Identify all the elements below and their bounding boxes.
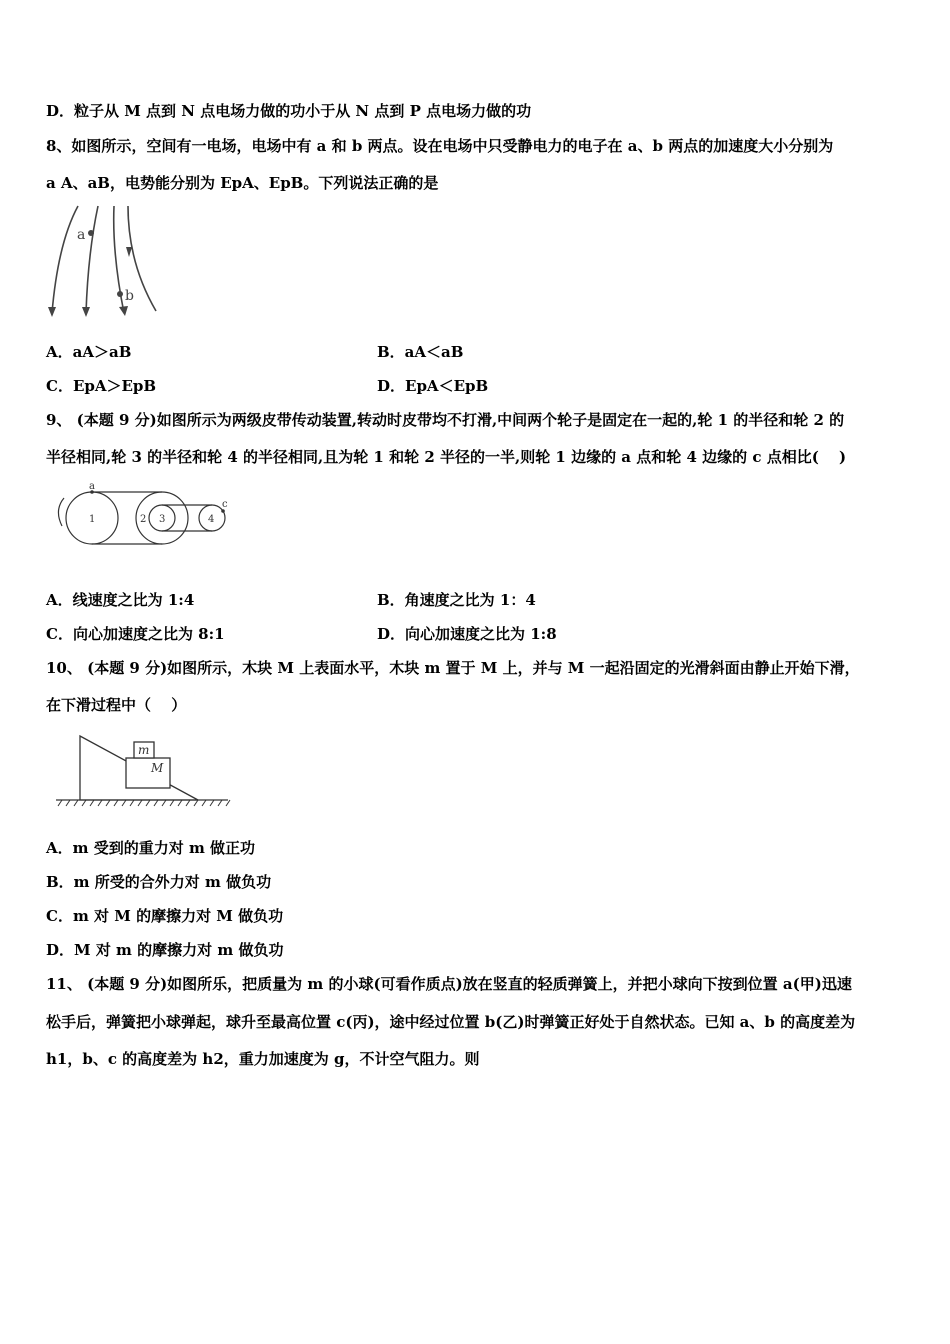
q9-stem-line1: 9、 (本题 9 分)如图所示为两级皮带传动装置,转动时皮带均不打滑,中间两个轮子是固定在一起的,轮 1 的半径和轮 2 的 xyxy=(46,411,845,429)
q7-option-d: D．粒子从 M 点到 N 点电场力做的功小于从 N 点到 P 点电场力做的功 xyxy=(46,102,532,120)
label-m: m xyxy=(138,743,150,757)
q8-stem-line1: 8、如图所示，空间有一电场，电场中有 a 和 b 两点。设在电场中只受静电力的电子在 a、b 两点的加速度大小分别为 xyxy=(46,137,834,155)
point-b-dot xyxy=(117,291,123,297)
q10-stem-line1: 10、 (本题 9 分)如图所示，木块 M 上表面水平，木块 m 置于 M 上，并与 M 一起沿固定的光滑斜面由静止开始下滑， xyxy=(46,659,860,677)
q8-option-c[interactable]: C．EpA＞EpB xyxy=(46,377,157,395)
arrow-3 xyxy=(119,306,128,316)
field-line-2 xyxy=(86,206,98,313)
arrow-2 xyxy=(82,307,90,317)
q10-incline-figure xyxy=(54,732,234,808)
q8-option-d[interactable]: D．EpA＜EpB xyxy=(377,377,489,395)
q9-stem-line2: 半径相同,轮 3 的半径和轮 4 的半径相同,且为轮 1 和轮 2 半径的一半,则轮 1 边缘的 a 点和轮 4 边缘的 c 点相比( ) xyxy=(46,448,847,466)
q9-option-a[interactable]: A．线速度之比为 1:4 xyxy=(46,591,195,609)
block-M xyxy=(126,758,170,788)
point-b-label: b xyxy=(125,288,134,304)
rotation-arrow xyxy=(58,498,64,526)
label-3: 3 xyxy=(159,514,166,525)
q9-option-c[interactable]: C．向心加速度之比为 8:1 xyxy=(46,625,225,643)
label-a: a xyxy=(89,481,95,492)
q11-stem-line2: 松手后，弹簧把小球弹起，球升至最高位置 c(丙)，途中经过位置 b(乙)时弹簧正好处于自然状态。已知 a、b 的高度差为 xyxy=(46,1013,856,1031)
q8-stem-line2: a A、aB，电势能分别为 EpA、EpB。下列说法正确的是 xyxy=(46,174,439,192)
q10-option-a[interactable]: A．m 受到的重力对 m 做正功 xyxy=(46,839,256,857)
label-4: 4 xyxy=(208,514,215,525)
label-2: 2 xyxy=(140,514,147,525)
q9-belt-drive-figure xyxy=(52,480,242,552)
q8-field-lines-figure xyxy=(44,203,164,318)
q10-option-b[interactable]: B．m 所受的合外力对 m 做负功 xyxy=(46,873,272,891)
q8-option-b[interactable]: B．aA＜aB xyxy=(377,343,464,361)
label-M: M xyxy=(151,761,164,775)
q10-option-d[interactable]: D．M 对 m 的摩擦力对 m 做负功 xyxy=(46,941,284,959)
point-a-dot xyxy=(88,230,94,236)
label-1: 1 xyxy=(89,514,96,525)
q11-stem-line1: 11、 (本题 9 分)如图所乐，把质量为 m 的小球(可看作质点)放在竖直的轻质弹簧上，并把小球向下按到位置 a(甲)迅速 xyxy=(46,975,852,993)
q9-option-b[interactable]: B．角速度之比为 1：4 xyxy=(377,591,536,609)
q10-option-c[interactable]: C．m 对 M 的摩擦力对 M 做负功 xyxy=(46,907,284,925)
field-line-1 xyxy=(52,206,78,313)
q11-stem-line3: h1，b、c 的高度差为 h2，重力加速度为 g，不计空气阻力。则 xyxy=(46,1050,480,1068)
label-c: c xyxy=(222,499,228,510)
q8-option-a[interactable]: A．aA＞aB xyxy=(46,343,132,361)
q10-stem-line2: 在下滑过程中（ ） xyxy=(46,696,187,714)
field-line-3 xyxy=(114,206,124,313)
q9-option-d[interactable]: D．向心加速度之比为 1:8 xyxy=(377,625,557,643)
point-a-label: a xyxy=(77,227,86,243)
arrow-4 xyxy=(126,247,132,257)
arrow-1 xyxy=(48,307,56,317)
